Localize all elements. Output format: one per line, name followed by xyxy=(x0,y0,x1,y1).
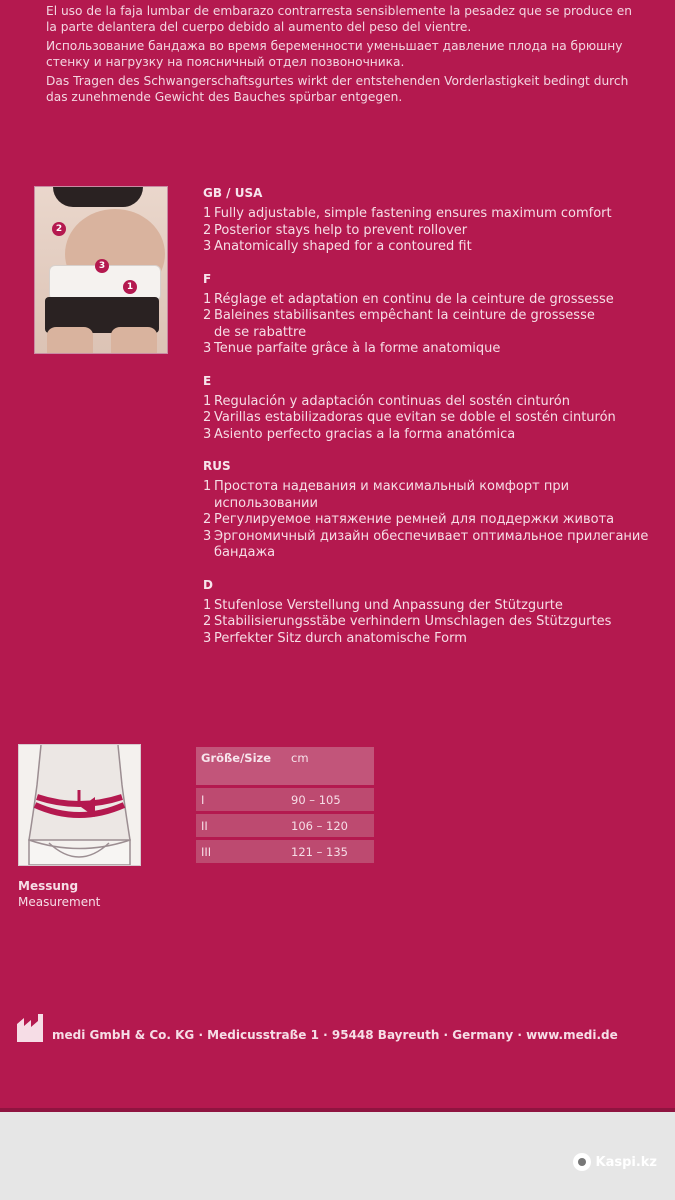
item-text: Регулируемое натяжение ремней для поддержки живота xyxy=(214,512,615,527)
section-f xyxy=(203,272,675,358)
item-number: 3 xyxy=(203,630,212,646)
marker-2: 2 xyxy=(52,222,66,236)
item-text: Asiento perfecto gracias a la forma anatómica xyxy=(214,426,516,442)
size-table xyxy=(196,747,374,863)
footer-address: medi GmbH & Co. KG · Medicusstraße 1 · 95448 Bayreuth · Germany · www.medi.de xyxy=(52,1028,618,1042)
range-cell: 106 – 120 xyxy=(291,818,348,833)
list-item xyxy=(203,223,675,240)
list-item xyxy=(203,529,675,562)
footer xyxy=(16,1014,666,1042)
item-number: 1 xyxy=(203,393,212,409)
waist-measure-icon xyxy=(19,745,140,865)
measurement-label xyxy=(18,878,100,910)
item-text: Stufenlose Verstellung und Anpassung der Stützgurte xyxy=(214,597,563,613)
measurement-title: Messung xyxy=(18,879,79,893)
header-cm: cm xyxy=(291,751,309,765)
item-text: Varillas estabilizadoras que evitan se doble el sostén cinturón xyxy=(214,410,616,425)
section-heading: RUS xyxy=(203,459,231,473)
table-row xyxy=(196,814,374,837)
list-item xyxy=(203,239,675,256)
item-text: Эргономичный дизайн обеспечивает оптимальное прилегание бандажа xyxy=(214,528,649,560)
kaspi-logo-icon xyxy=(573,1153,591,1171)
marker-1: 1 xyxy=(123,280,137,294)
list-item xyxy=(203,292,675,309)
item-number: 2 xyxy=(203,614,212,629)
section-heading: D xyxy=(203,577,213,592)
range-cell: 121 – 135 xyxy=(291,844,348,859)
size-cell: III xyxy=(201,844,212,859)
watermark xyxy=(573,1153,658,1171)
intro-line: El uso de la faja lumbar de embarazo contrarresta sensiblemente la pesadez que se produce en xyxy=(46,4,633,18)
list-item xyxy=(203,598,675,615)
item-number: 2 xyxy=(203,410,212,425)
item-number: 2 xyxy=(203,308,212,323)
intro-text xyxy=(46,4,671,109)
section-heading: F xyxy=(203,271,212,286)
item-number: 3 xyxy=(203,426,212,442)
list-item xyxy=(203,512,675,529)
intro-line: стенку и нагрузку на поясничный отдел позвоночника. xyxy=(46,54,405,69)
item-number: 3 xyxy=(203,528,212,544)
item-number: 1 xyxy=(203,291,212,307)
list-item xyxy=(203,479,675,512)
intro-line: la parte delantera del cuerpo debido al aumento del peso del vientre. xyxy=(46,19,472,34)
item-number: 2 xyxy=(203,222,212,238)
item-number: 1 xyxy=(203,597,212,613)
list-item xyxy=(203,427,675,444)
list-item xyxy=(203,410,675,427)
feature-sections xyxy=(203,186,675,663)
item-number: 1 xyxy=(203,479,212,494)
item-text: Réglage et adaptation en continu de la ceinture de grossesse xyxy=(214,291,614,307)
list-item xyxy=(203,631,675,648)
measurement-illustration xyxy=(18,744,141,866)
size-table-header xyxy=(196,747,374,785)
item-text: Fully adjustable, simple fastening ensures maximum comfort xyxy=(214,206,612,221)
intro-line: Das Tragen des Schwangerschaftsgurtes wirkt der entstehenden Vorderlastigkeit bedingt durch xyxy=(46,74,629,88)
item-text: Regulación y adaptación continuas del sostén cinturón xyxy=(214,393,570,409)
header-size: Größe/Size xyxy=(201,751,271,765)
section-heading: E xyxy=(203,373,212,388)
list-item xyxy=(203,394,675,411)
item-text: Perfekter Sitz durch anatomische Form xyxy=(214,630,467,646)
item-text: Tenue parfaite grâce à la forme anatomique xyxy=(214,341,501,356)
list-item xyxy=(203,206,675,223)
size-cell: II xyxy=(201,818,208,833)
section-e xyxy=(203,374,675,444)
section-rus xyxy=(203,459,675,562)
watermark-text: Kaspi.kz xyxy=(595,1154,657,1170)
section-gb-usa xyxy=(203,186,675,256)
table-row xyxy=(196,840,374,863)
list-item xyxy=(203,341,675,358)
item-text: Stabilisierungsstäbe verhindern Umschlagen des Stützgurtes xyxy=(214,614,612,629)
table-row xyxy=(196,788,374,811)
item-text: Posterior stays help to prevent rollover xyxy=(214,222,468,238)
section-heading: GB / USA xyxy=(203,186,263,200)
item-number: 3 xyxy=(203,341,212,356)
item-number: 3 xyxy=(203,239,212,254)
factory-logo-icon xyxy=(16,1014,44,1042)
product-photo xyxy=(34,186,168,354)
item-number: 2 xyxy=(203,512,212,527)
item-number: 1 xyxy=(203,206,212,221)
list-item xyxy=(203,308,675,341)
list-item xyxy=(203,614,675,631)
item-text: Простота надевания и максимальный комфорт при использовании xyxy=(214,479,570,511)
measurement-subtitle: Measurement xyxy=(18,895,101,909)
item-text: Anatomically shaped for a contoured fit xyxy=(214,239,472,254)
range-cell: 90 – 105 xyxy=(291,792,341,807)
intro-line: das zunehmende Gewicht des Bauches spürbar entgegen. xyxy=(46,89,403,104)
marker-3: 3 xyxy=(95,259,109,273)
item-text: Baleines stabilisantes empêchant la ceinture de grossesse de se rabattre xyxy=(214,308,595,340)
intro-line: Использование бандажа во время беременности уменьшает давление плода на брюшну xyxy=(46,39,623,53)
section-d xyxy=(203,578,675,648)
size-cell: I xyxy=(201,792,205,807)
